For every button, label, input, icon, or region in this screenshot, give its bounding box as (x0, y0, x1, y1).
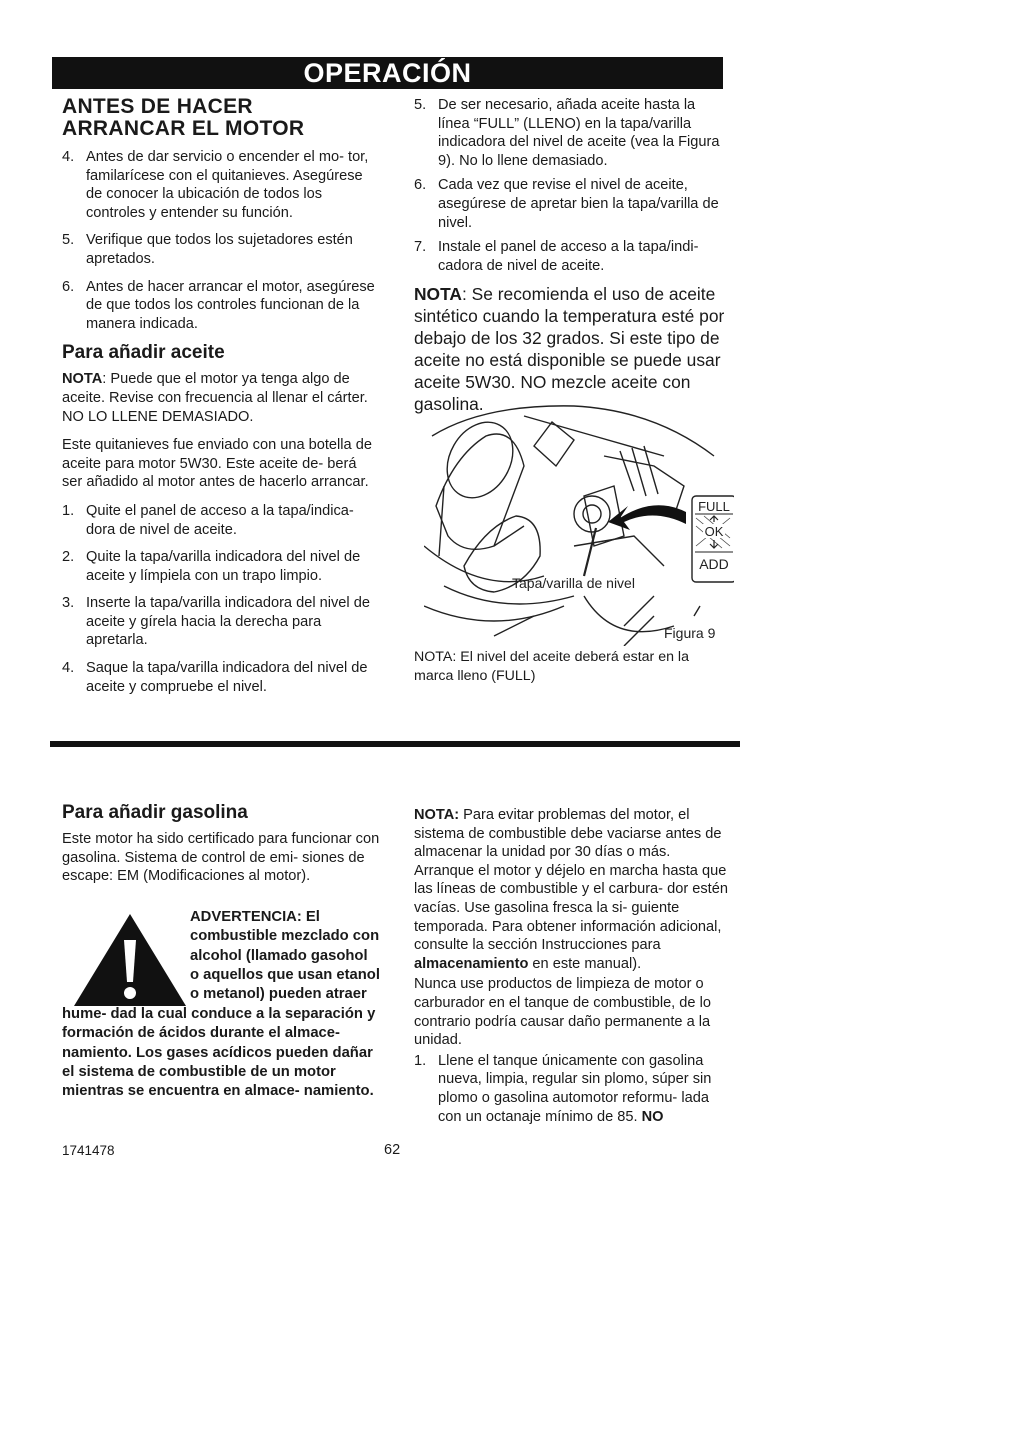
left-column-bottom (62, 802, 380, 1102)
section-divider (50, 741, 740, 747)
gasoline-steps (414, 1052, 732, 1126)
engine-dipstick-illustration (424, 396, 734, 646)
gauge-full-label: FULL (698, 499, 730, 514)
before-start-list (62, 148, 380, 333)
figure-note: NOTA: El nivel del aceite deberá estar en la marca lleno (FULL) (414, 649, 689, 684)
synthetic-oil-note: NOTA: Se recomienda el uso de aceite sintético cuando la temperatura esté por debajo de los 32 grados. Si este tipo de aceite no está disponible se puede usar aceite 5W30. NO mezcle aceite con gasolina. (414, 284, 725, 415)
left-column-top (62, 96, 380, 705)
list-item: 6. Cada vez que revise el nivel de aceite, asegúrese de apretar bien la tapa/varilla de nivel. (414, 177, 719, 231)
list-item: 4. Saque la tapa/varilla indicadora del nivel de aceite y compruebe el nivel. (62, 660, 368, 695)
list-item: 1. Llene el tanque únicamente con gasolina nueva, limpia, regular sin plomo, súper sin plomo o gasolina automotor reformu- lada con un octanaje mínimo de 85. NO (414, 1052, 712, 1125)
list-item: 4. Antes de dar servicio o encender el mo- tor, familarícese con el quitanieves. Asegúrese de conocer la ubicación de todos los controles y entender su función. (62, 149, 369, 221)
oil-steps-continued (414, 96, 730, 275)
cleaner-warning-paragraph: Nunca use productos de limpieza de motor o carburador en el tanque de combustible, de lo contrario podría causar daño permanente a la unidad. (414, 976, 711, 1049)
section-title: OPERACIÓN (303, 58, 472, 88)
right-column-bottom (414, 806, 732, 1135)
oil-level-gauge (692, 496, 734, 582)
document-number: 1741478 (62, 1143, 115, 1158)
page-number: 62 (384, 1142, 401, 1158)
list-item: 6. Antes de hacer arrancar el motor, asegúrese de que todos los controles funcionan de la manera indicada. (62, 278, 375, 332)
list-item: 7. Instale el panel de acceso a la tapa/indi- cadora de nivel de aceite. (414, 239, 699, 274)
list-item: 2. Quite la tapa/varilla indicadora del nivel de aceite y límpiela con un trapo limpio. (62, 549, 361, 584)
warning-text: ADVERTENCIA: El combustible mezclado con alcohol (llamado gasohol o aquellos que usan etanol o metanol) pueden atraer hume- dad la cual conduce a la separación y formación de ácidos durante el almace- namiento. Los gases acídicos pueden dañar el sistema de combustible de un motor mientras se encuentra en almace- namiento. (62, 908, 380, 1100)
list-item: 5. De ser necesario, añada aceite hasta la línea “FULL” (LLENO) en la tapa/varilla indicadora del nivel de aceite (vea la Figura 9). No lo llene demasiado. (414, 97, 720, 169)
heading-add-oil: Para añadir aceite (62, 342, 225, 364)
list-item: 5. Verifique que todos los sujetadores estén apretados. (62, 232, 353, 267)
add-oil-list (62, 502, 380, 696)
oil-note: NOTA: Puede que el motor ya tenga algo de aceite. Revise con frecuencia al llenar el cárter. NO LO LLENE DEMASIADO. (62, 371, 368, 425)
list-item: 3. Inserte la tapa/varilla indicadora del nivel de aceite y gírela hacia la derecha para apretarla. (62, 595, 370, 649)
storage-note: NOTA: Para evitar problemas del motor, el sistema de combustible debe vaciarse antes de almacenar la unidad por 30 días o más. Arranque el motor y déjelo en marcha hasta que las líneas de combustible y el carbura- dor estén vacías. Use gasolina fresca la si- guiente temporada. Para obtener información adicional, consulte la sección Instrucciones para almacenamiento en este manual). (414, 807, 728, 972)
warning-block (62, 908, 380, 1102)
figure-9 (424, 396, 734, 646)
section-header (52, 57, 723, 89)
heading-add-gasoline: Para añadir gasolina (62, 802, 248, 823)
gauge-ok-label: OK (704, 524, 724, 539)
oil-paragraph: Este quitanieves fue enviado con una botella de aceite para motor 5W30. Este aceite de- berá ser añadido al motor antes de hacerlo arrancar. (62, 437, 372, 491)
warning-triangle-icon (72, 912, 188, 1008)
figure-label: Figura 9 (664, 625, 716, 641)
list-item: 1. Quite el panel de acceso a la tapa/indica- dora de nivel de aceite. (62, 502, 354, 538)
heading-before-start: ANTES DE HACER ARRANCAR EL MOTOR (62, 95, 305, 140)
figure-callout: Tapa/varilla de nivel (512, 575, 635, 591)
gauge-add-label: ADD (699, 556, 729, 572)
gasoline-paragraph: Este motor ha sido certificado para funcionar con gasolina. Sistema de control de emi- siones de escape: EM (Modificaciones al motor). (62, 831, 380, 885)
right-column-top (414, 96, 730, 425)
